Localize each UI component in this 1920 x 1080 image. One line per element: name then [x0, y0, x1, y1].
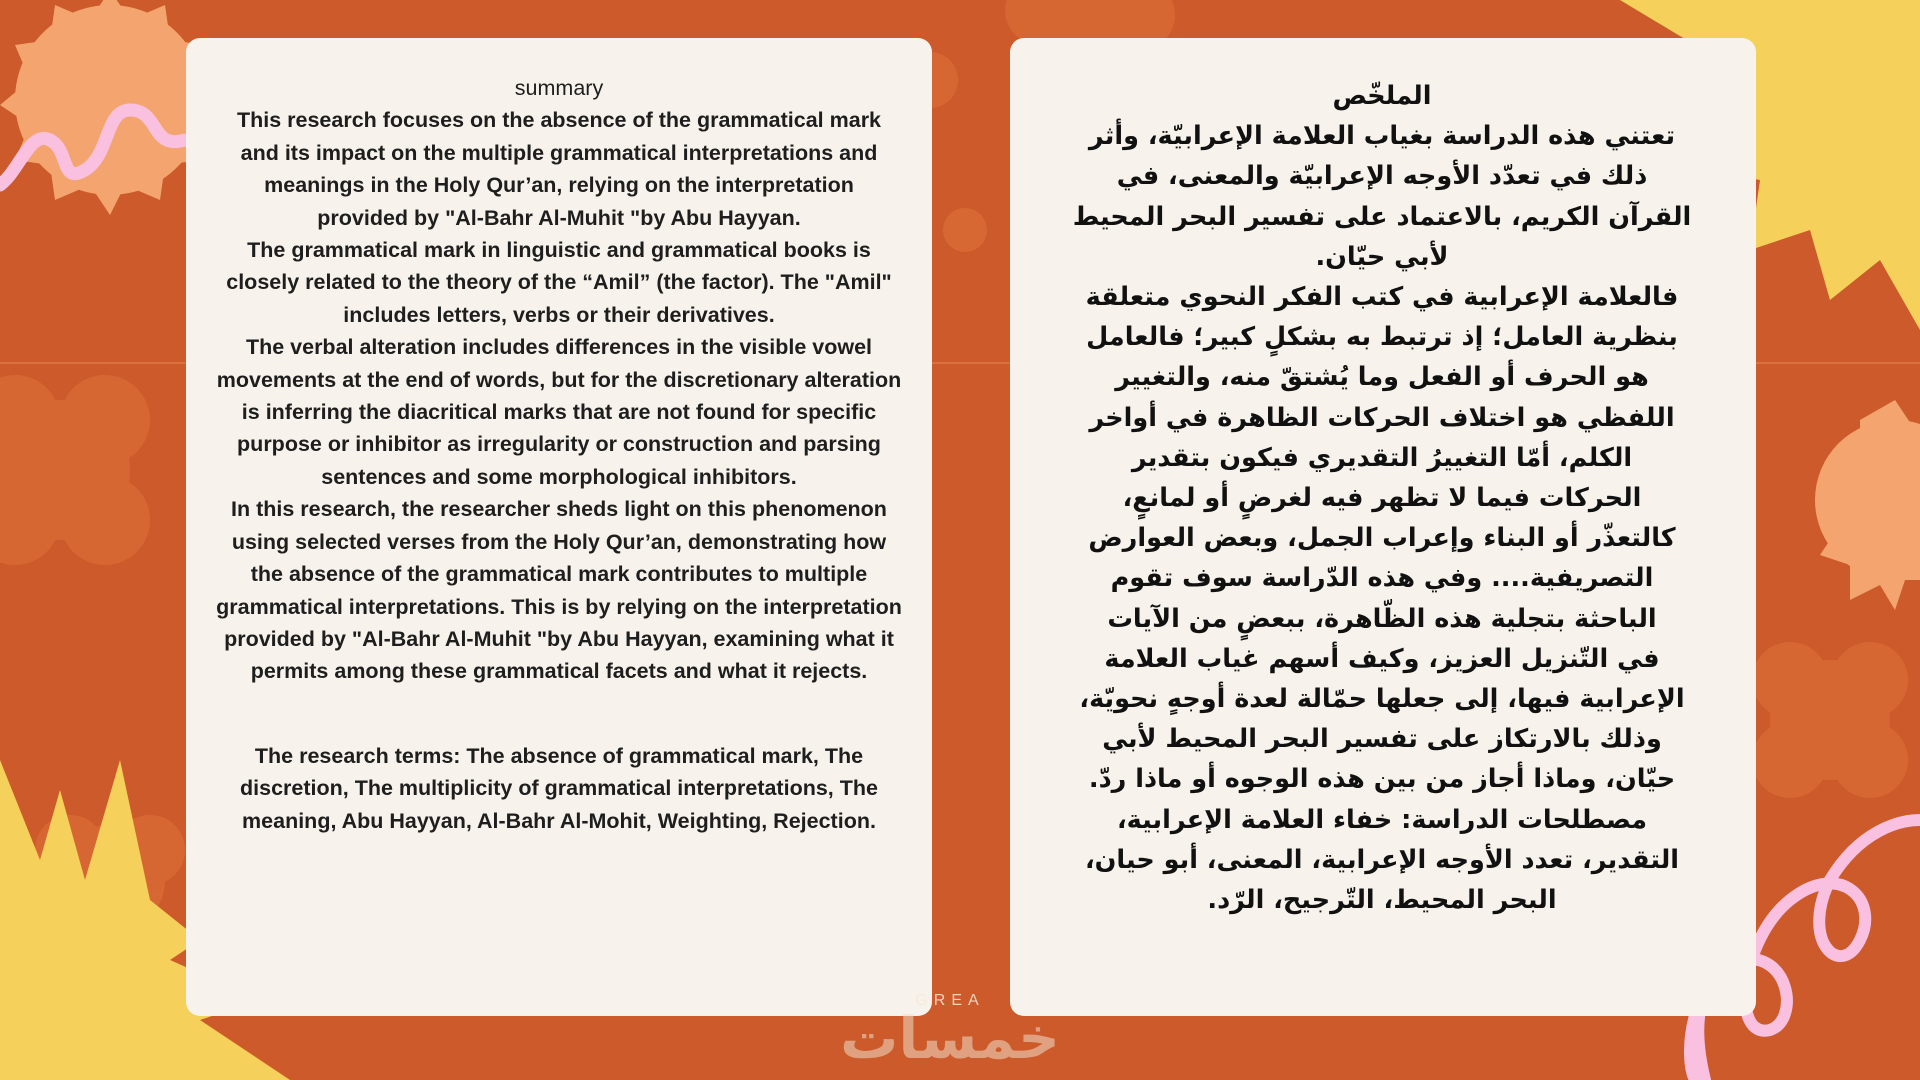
arabic-summary-title: الملخّص	[1332, 81, 1432, 111]
arabic-summary-text	[1054, 76, 1710, 920]
english-summary-text	[216, 72, 902, 837]
english-summary-card	[186, 38, 932, 1016]
watermark-small-text: GREA	[915, 992, 985, 1009]
research-terms: The research terms: The absence of grammatical mark, The discretion, The multiplicity of grammatical interpretations, The meaning, Abu Hayyan, Al-Bahr Al-Mohit, Weighting, Rejection.	[240, 743, 878, 833]
summary-paragraph-1: This research focuses on the absence of the grammatical mark and its impact on the multiple grammatical interpretations and meanings in the Holy Qur’an, relying on the interpretation provided by "Al-Bahr Al-Muhit "by Abu Hayyan.	[236, 108, 882, 230]
summary-paragraph-3: The verbal alteration includes differences in the visible vowel movements at the end of words, but for the discretionary alteration is inferring the diacritical marks that are not found for specific purpose or inhibitor as irregularity or construction and parsing sentences and some morphological inhibitors.	[216, 335, 902, 489]
summary-title: summary	[514, 76, 604, 100]
peach-sun-right	[1815, 400, 1920, 610]
peach-sun-top-left	[0, 0, 215, 215]
arabic-paragraph-1: تعتني هذه الدراسة بغياب العلامة الإعرابيّة، وأثر ذلك في تعدّد الأوجه الإعرابيّة والمعنى، في القرآن الكريم، بالاعتماد على تفسير البحر المحيط لأبي حيّان.	[1072, 121, 1692, 272]
arabic-summary-card	[1010, 38, 1756, 1016]
watermark-logo	[800, 992, 1100, 1072]
arabic-paragraph-2: فالعلامة الإعرابية في كتب الفكر النحوي متعلقة بنظرية العامل؛ إذ ترتبط به بشكلٍ كبير؛ فالعامل هو الحرف أو الفعل وما يُشتقّ منه، والتغيير اللفظي هو اختلاف الحركات الظاهرة في أواخر الكلم، أمّا التغييرُ التقديري فيكون بتقدير الحركات فيما لا تظهر فيه لغرضٍ أو لمانعٍ، كالتعذّر أو البناء وإعراب الجمل، وبعض العوارض التصريفية.... وفي هذه الدّراسة سوف تقوم الباحثة بتجلية هذه الظّاهرة، ببعضٍ من الآيات في التّنزيل العزيز، وكيف أسهم غياب العلامة الإعرابية فيها، إلى جعلها حمّالة لعدة أوجهٍ نحويّة، وذلك بالارتكاز على تفسير البحر المحيط لأبي حيّان، وماذا أجاز من بين هذه الوجوه أو ماذا ردّ.	[1079, 282, 1685, 795]
summary-paragraph-4: In this research, the researcher sheds light on this phenomenon using selected verses from the Holy Qur’an, demonstrating how the absence of the grammatical mark contributes to multiple grammatical interpretations. This is by relying on the interpretation provided by "Al-Bahr Al-Muhit "by Abu Hayyan, examining what it permits among these grammatical facets and what it rejects.	[216, 497, 902, 684]
arabic-research-terms: مصطلحات الدراسة: خفاء العلامة الإعرابية، التقدير، تعدد الأوجه الإعرابية، المعنى، أبو حيان، البحر المحيط، التّرجيح، الرّد.	[1084, 804, 1680, 916]
watermark-logo-text: خمسات	[840, 1004, 1060, 1072]
summary-paragraph-2: The grammatical mark in linguistic and grammatical books is closely related to the theory of the “Amil” (the factor). The "Amil" includes letters, verbs or their derivatives.	[226, 238, 892, 327]
